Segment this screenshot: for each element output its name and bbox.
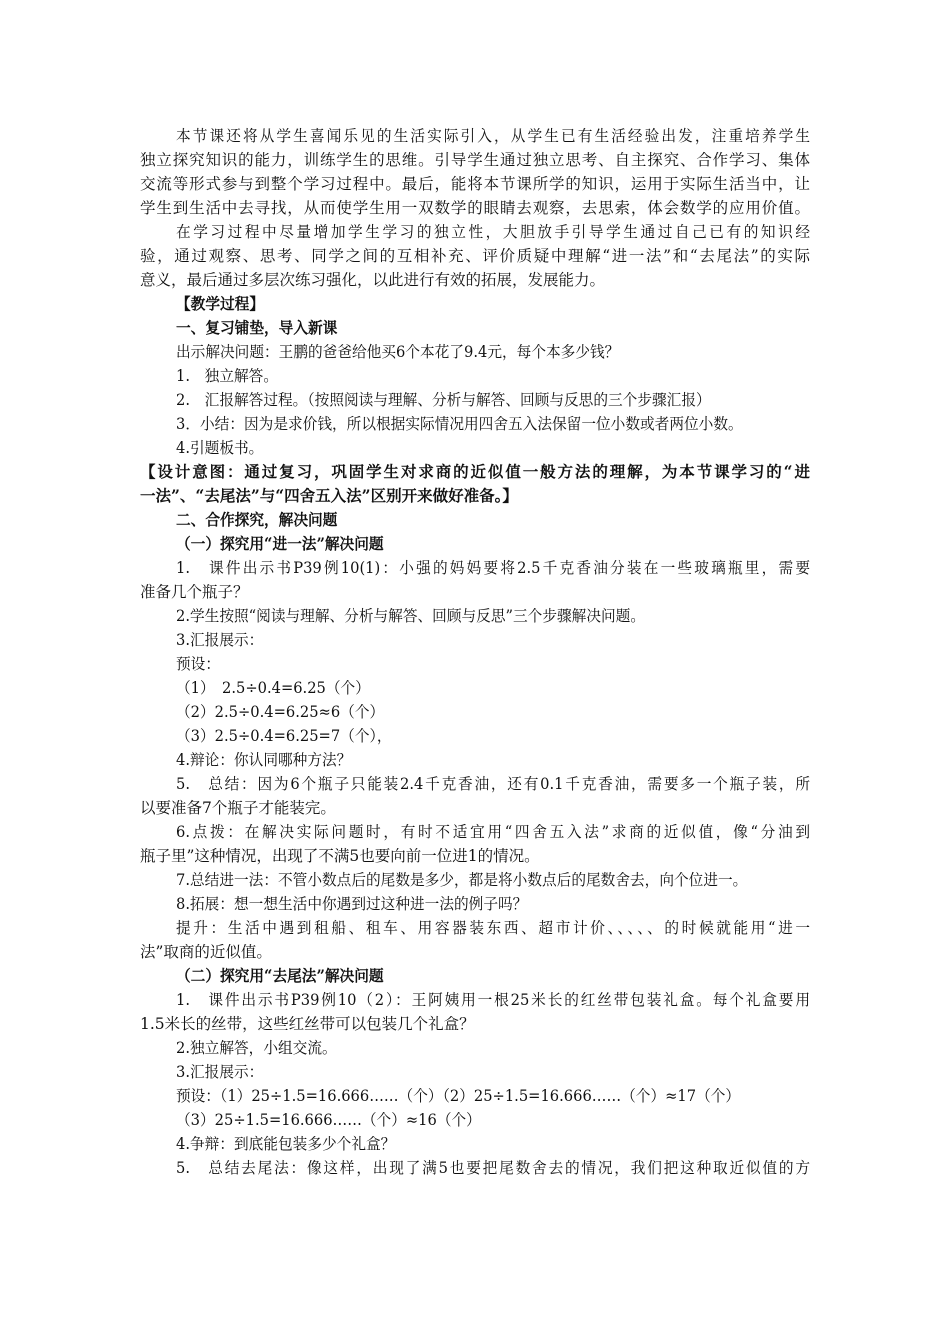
body-line: 5. 总结去尾法：像这样，出现了满5也要把尾数舍去的情况，我们把这种取近似值的方 (176, 1159, 810, 1177)
section-heading: 【教学过程】 (176, 294, 265, 313)
body-line: （3）2.5÷0.4=6.25=7（个）， (176, 727, 392, 745)
body-line: 3．小结：因为是求价钱，所以根据实际情况用四舍五入法保留一位小数或者两位小数。 (176, 415, 743, 433)
body-line: 提升：生活中遇到租船、租车、用容器装东西、超市计价、、、、、的时候就能用“进一 (176, 919, 810, 937)
body-line: 1. 课件出示书P39例10（2）：王阿姨用一根25米长的红丝带包装礼盒。每个礼盒要用 (176, 991, 810, 1009)
body-line: （1） 2.5÷0.4=6.25（个） (176, 679, 370, 697)
body-line: 7.总结进一法：不管小数点后的尾数是多少，都是将小数点后的尾数舍去，向个位进一。 (176, 871, 748, 889)
intro-paragraph-line: 意义，最后通过多层次练习强化，以此进行有效的拓展，发展能力。 (140, 271, 606, 289)
body-line: 法”取商的近似值。 (140, 943, 272, 961)
section-heading: 二、合作探究，解决问题 (176, 510, 338, 529)
body-line: 准备几个瓶子？ (140, 583, 249, 601)
body-line: 1. 独立解答。 (176, 367, 279, 385)
body-line: 8.拓展：想一想生活中你遇到过这种进一法的例子吗？ (176, 895, 528, 913)
subsection-heading: （二）探究用“去尾法”解决问题 (176, 966, 384, 985)
subsection-heading: （一）探究用“进一法”解决问题 (176, 534, 384, 553)
body-line: 4.引题板书。 (176, 439, 264, 457)
body-line: 预设：（1）25÷1.5=16.666……（个）（2）25÷1.5=16.666……（个）≈17（个） (176, 1087, 741, 1105)
body-line: 3.汇报展示： (176, 631, 264, 649)
design-intent-line: 一法”、“去尾法”与“四舍五入法”区别开来做好准备。】 (140, 486, 518, 505)
body-line: 瓶子里”这种情况，出现了不满5也要向前一位进1的情况。 (140, 847, 540, 865)
intro-paragraph-line: 交流等形式参与到整个学习过程中。最后，能将本节课所学的知识，运用于实际生活当中，让 (140, 175, 810, 193)
design-intent-line: 【设计意图：通过复习，巩固学生对求商的近似值一般方法的理解，为本节课学习的“进 (140, 462, 810, 481)
body-line: 以要准备7个瓶子才能装完。 (140, 799, 336, 817)
section-heading: 一、复习铺垫，导入新课 (176, 318, 338, 337)
body-line: 1.5米长的丝带，这些红丝带可以包装几个礼盒？ (140, 1015, 475, 1033)
body-line: 2. 汇报解答过程。（按照阅读与理解、分析与解答、回顾与反思的三个步骤汇报） (176, 391, 711, 409)
intro-paragraph-line: 独立探究知识的能力，训练学生的思维。引导学生通过独立思考、自主探究、合作学习、集体 (140, 151, 810, 169)
body-line: 1. 课件出示书P39例10(1)：小强的妈妈要将2.5千克香油分装在一些玻璃瓶里，需要 (176, 559, 810, 577)
body-line: 2.独立解答，小组交流。 (176, 1039, 337, 1057)
body-line: （3）25÷1.5=16.666……（个）≈16（个） (176, 1111, 481, 1129)
body-line: 5. 总结：因为6个瓶子只能装2.4千克香油，还有0.1千克香油，需要多一个瓶子装，所 (176, 775, 810, 793)
body-line: 3.汇报展示： (176, 1063, 264, 1081)
intro-paragraph-line: 验，通过观察、思考、同学之间的互相补充、评价质疑中理解“进一法”和“去尾法”的实际 (140, 247, 810, 265)
intro-paragraph-line: 本节课还将从学生喜闻乐见的生活实际引入，从学生已有生活经验出发，注重培养学生 (176, 127, 810, 145)
body-line: 4.辩论：你认同哪种方法？ (176, 751, 352, 769)
body-line: 出示解决问题：王鹏的爸爸给他买6个本花了9.4元，每个本多少钱？ (176, 343, 620, 361)
body-line: 2.学生按照“阅读与理解、分析与解答、回顾与反思”三个步骤解决问题。 (176, 607, 646, 625)
body-line: （2）2.5÷0.4=6.25≈6（个） (176, 703, 385, 721)
body-line: 6.点拨：在解决实际问题时，有时不适宜用“四舍五入法”求商的近似值，像“分油到 (176, 823, 810, 841)
body-line: 预设： (176, 655, 221, 673)
body-line: 4.争辩：到底能包装多少个礼盒？ (176, 1135, 396, 1153)
intro-paragraph-line: 在学习过程中尽量增加学生学习的独立性，大胆放手引导学生通过自己已有的知识经 (176, 223, 810, 241)
intro-paragraph-line: 学生到生活中去寻找，从而使学生用一双数学的眼睛去观察，去思索，体会数学的应用价值。 (140, 199, 810, 217)
